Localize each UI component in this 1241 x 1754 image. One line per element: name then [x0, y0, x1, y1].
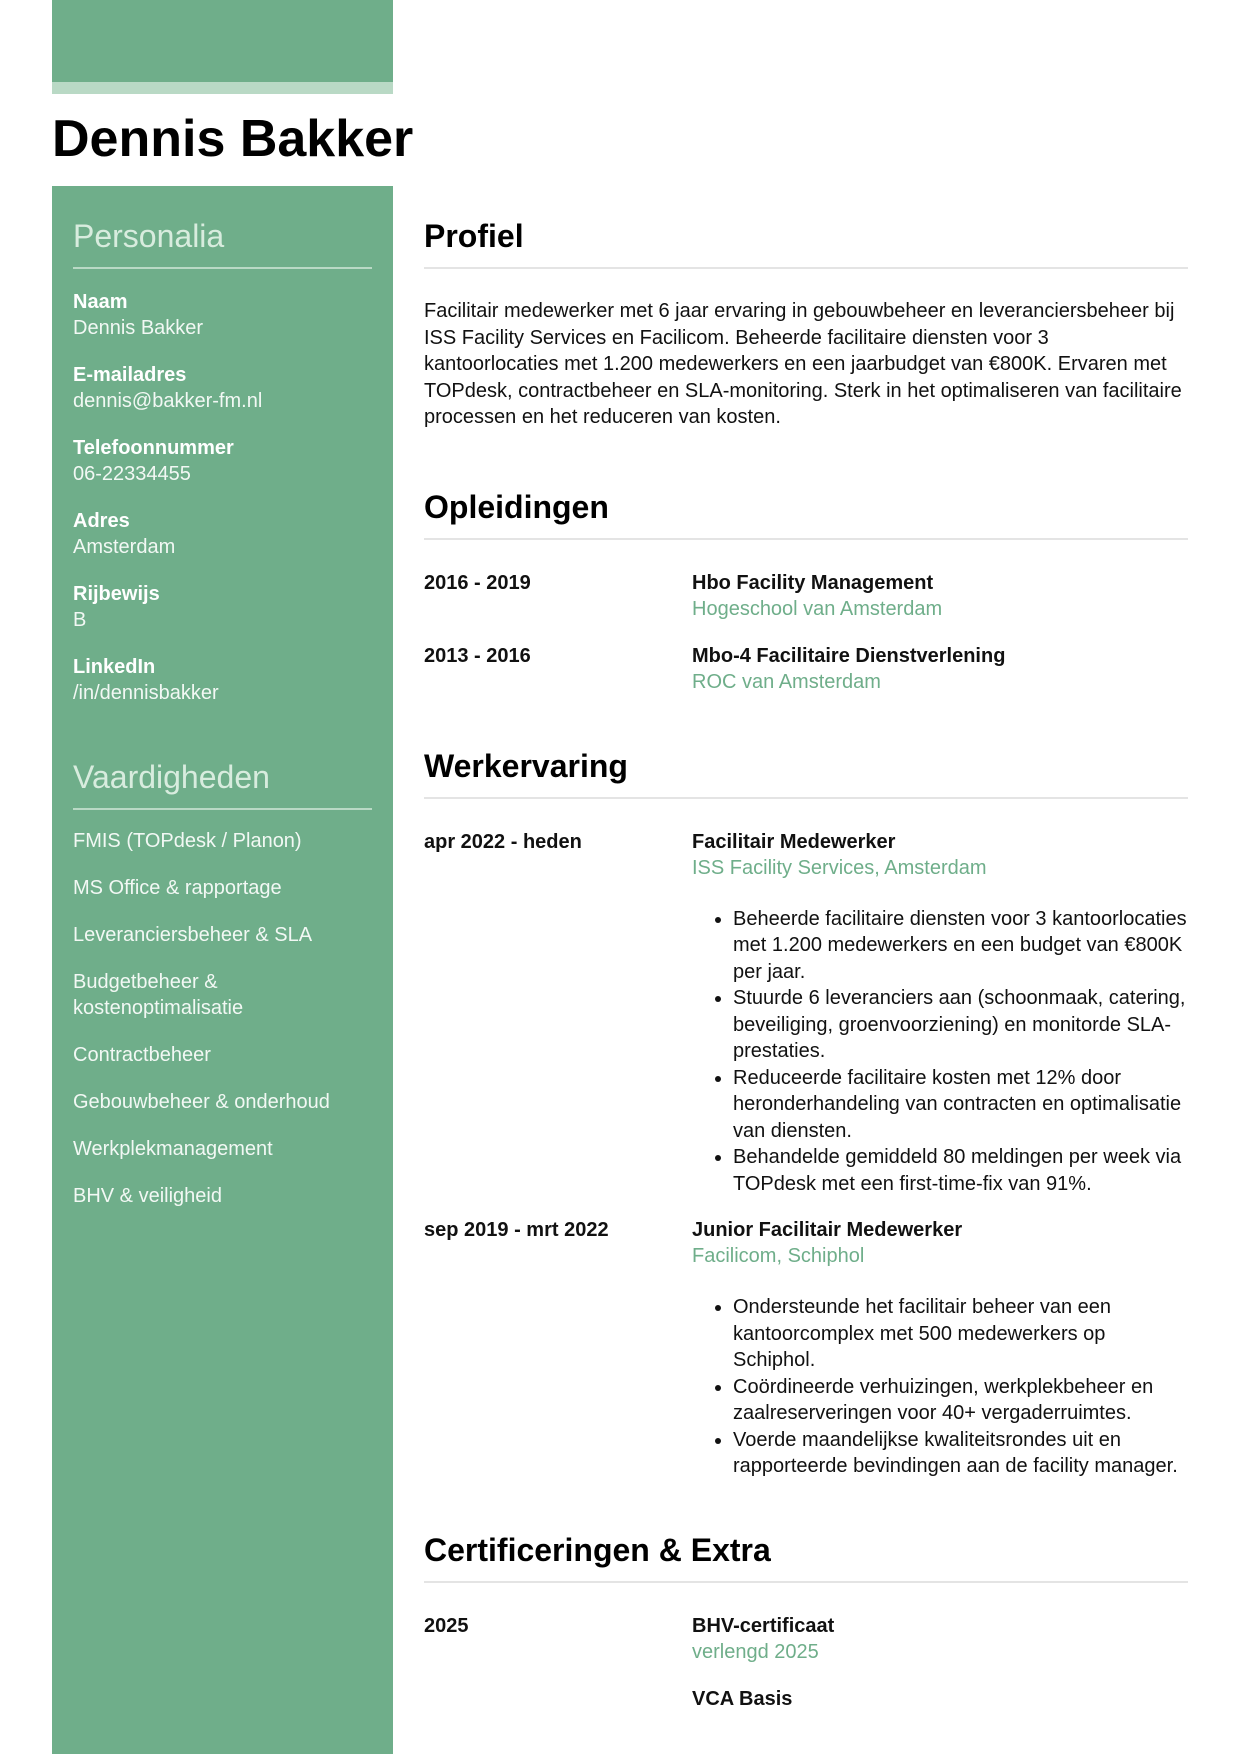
info-label: Rijbewijs — [73, 583, 160, 605]
main-content — [424, 186, 1188, 1732]
entry-body — [692, 643, 1188, 696]
certification-entry — [424, 1613, 1188, 1712]
education-list — [424, 540, 1188, 696]
header-accent-band — [52, 0, 393, 82]
skill-item: Werkplekmanagement — [73, 1138, 273, 1160]
email-link[interactable]: dennis@bakker-fm.nl — [73, 390, 263, 412]
entry-body — [692, 1613, 1188, 1712]
skill-item: Gebouwbeheer & onderhoud — [73, 1091, 330, 1113]
info-item-phone — [73, 435, 372, 488]
info-value: Amsterdam — [73, 536, 176, 558]
entry-body — [692, 1217, 1188, 1480]
education-entry — [424, 643, 1188, 696]
experience-entry — [424, 1217, 1188, 1480]
candidate-name: Dennis Bakker — [52, 110, 414, 168]
info-label: Adres — [73, 510, 130, 532]
certifications-list — [424, 1583, 1188, 1712]
skill-item: Budgetbeheer & kostenoptimalisatie — [73, 971, 244, 1019]
skill-item: MS Office & rapportage — [73, 877, 282, 899]
info-value: B — [73, 609, 87, 631]
info-item-license — [73, 581, 372, 634]
achievement-item: • Coördineerde verhuizingen, werkplekbeheer en zaalreserveringen voor 40+ vergaderruimtes. — [733, 1374, 1188, 1427]
skills-heading: Vaardigheden — [73, 727, 372, 810]
entry-date: sep 2019 - mrt 2022 — [424, 1219, 609, 1241]
phone-value: 06-22334455 — [73, 463, 191, 485]
personalia-heading: Personalia — [73, 186, 372, 269]
skill-item: FMIS (TOPdesk / Planon) — [73, 830, 302, 852]
info-label: Naam — [73, 291, 128, 313]
school-name: ROC van Amsterdam — [692, 670, 881, 693]
entry-date: 2025 — [424, 1614, 469, 1637]
entry-date: apr 2022 - heden — [424, 830, 582, 853]
linkedin-link[interactable]: /in/dennisbakker — [73, 682, 219, 704]
profile-title: Profiel — [424, 186, 1188, 269]
certificate-name: BHV-certificaat — [692, 1614, 835, 1637]
school-name: Hogeschool van Amsterdam — [692, 597, 943, 620]
info-item-linkedin — [73, 654, 372, 707]
education-entry — [424, 570, 1188, 623]
education-section — [424, 457, 1188, 696]
certifications-section — [424, 1500, 1188, 1712]
company-name: Facilicom, Schiphol — [692, 1245, 865, 1267]
info-item-email — [73, 362, 372, 415]
info-label: LinkedIn — [73, 656, 156, 678]
experience-entry — [424, 829, 1188, 1198]
degree-title: Mbo-4 Facilitaire Dienstverlening — [692, 644, 1006, 667]
skill-item: Contractbeheer — [73, 1044, 211, 1066]
degree-title: Hbo Facility Management — [692, 571, 934, 594]
info-label: E-mailadres — [73, 364, 187, 386]
certificate-name: VCA Basis — [692, 1687, 793, 1710]
achievement-item: • Reduceerde facilitaire kosten met 12% door heronderhandeling van contracten en optimalisatie van diensten. — [733, 1065, 1188, 1145]
personal-info-list — [73, 269, 372, 707]
achievement-list — [692, 1294, 1188, 1480]
info-label: Telefoonnummer — [73, 437, 234, 459]
sidebar — [52, 186, 393, 1754]
achievement-list — [692, 906, 1188, 1198]
skill-item: BHV & veiligheid — [73, 1185, 222, 1207]
info-item-address — [73, 508, 372, 561]
skills-list — [73, 810, 372, 1209]
education-title: Opleidingen — [424, 457, 1188, 540]
achievement-item: • Beheerde facilitaire diensten voor 3 kantoorlocaties met 1.200 medewerkers en een budget van €800K per jaar. — [733, 906, 1188, 986]
profile-text: Facilitair medewerker met 6 jaar ervaring in gebouwbeheer en leveranciersbeheer bij ISS Facility Services en Facilicom. Beheerde facilitaire diensten voor 3 kantoorlocaties met 1.200 medewerkers en een jaarbudget van €800K. Ervaren met TOPdesk, contractbeheer en SLA-monitoring. Sterk in het optimaliseren van facilitaire processen en het reduceren van kosten. — [424, 300, 1182, 428]
entry-date: 2013 - 2016 — [424, 644, 531, 667]
achievement-item: • Behandelde gemiddeld 80 meldingen per week via TOPdesk met een first-time-fix van 91%. — [733, 1144, 1188, 1197]
experience-section — [424, 716, 1188, 1480]
header-accent-stripe — [52, 82, 393, 94]
certificate-note: verlengd 2025 — [692, 1640, 819, 1663]
company-name: ISS Facility Services, Amsterdam — [692, 856, 987, 879]
experience-list — [424, 799, 1188, 1480]
achievement-item: • Stuurde 6 leveranciers aan (schoonmaak, catering, beveiliging, groenvoorziening) en monitorde SLA-prestaties. — [733, 985, 1188, 1065]
info-item-name — [73, 289, 372, 342]
info-value: Dennis Bakker — [73, 317, 204, 339]
entry-date: 2016 - 2019 — [424, 571, 531, 594]
profile-section — [424, 186, 1188, 431]
experience-title: Werkervaring — [424, 716, 1188, 799]
certifications-title: Certificeringen & Extra — [424, 1500, 1188, 1583]
achievement-item: • Voerde maandelijkse kwaliteitsrondes uit en rapporteerde bevindingen aan de facility manager. — [733, 1427, 1188, 1480]
job-title: Facilitair Medewerker — [692, 830, 896, 853]
entry-body — [692, 570, 1188, 623]
skill-item: Leveranciersbeheer & SLA — [73, 924, 313, 946]
job-title: Junior Facilitair Medewerker — [692, 1219, 963, 1241]
entry-body — [692, 829, 1188, 1198]
achievement-item: • Ondersteunde het facilitair beheer van een kantoorcomplex met 500 medewerkers op Schiphol. — [733, 1294, 1188, 1374]
